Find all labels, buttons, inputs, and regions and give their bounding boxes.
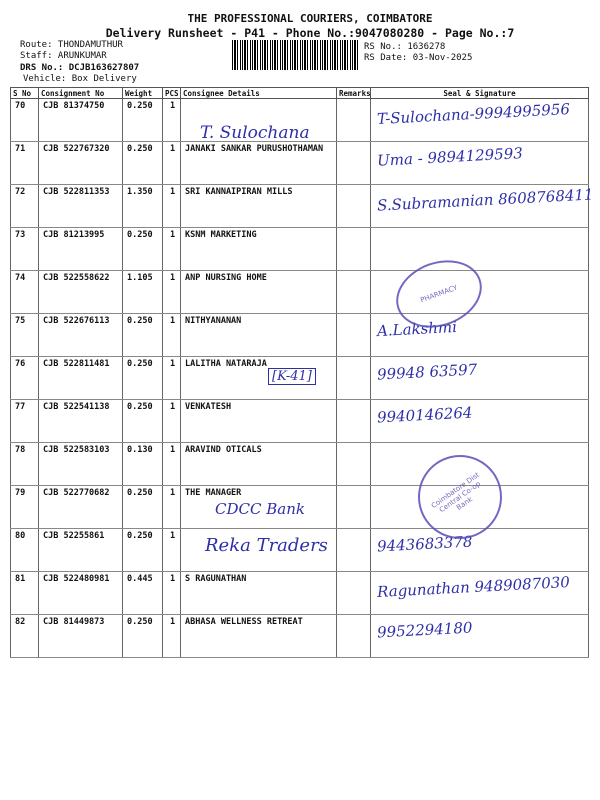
cell-pcs: 1	[163, 228, 181, 271]
handwritten-consignee-70: T. Sulochana	[200, 123, 310, 143]
cell-remarks	[337, 615, 371, 658]
cell-consignment: CJB 522811353	[39, 185, 123, 228]
cell-weight: 0.250	[123, 357, 163, 400]
table-row	[11, 615, 589, 658]
col-sno: S No	[11, 88, 39, 99]
handwritten-signature: A.Lakshmi	[376, 317, 458, 341]
cell-weight: 0.250	[123, 314, 163, 357]
vehicle-label: Vehicle: Box Delivery	[23, 74, 137, 84]
cell-signature	[371, 185, 594, 228]
handwritten-signature: 9443683378	[376, 532, 473, 556]
cell-remarks	[337, 400, 371, 443]
cell-signature	[371, 99, 589, 142]
cell-pcs: 1	[163, 99, 181, 142]
cell-consignment: CJB 522480981	[39, 572, 123, 615]
cell-consignment: CJB 522767320	[39, 142, 123, 185]
cell-pcs: 1	[163, 314, 181, 357]
handwritten-signature: 9952294180	[376, 618, 473, 642]
drs-label: DRS No.: DCJB163627807	[20, 63, 140, 73]
table-row	[11, 185, 589, 228]
cell-consignment: CJB 52255861	[39, 529, 123, 572]
handwritten-note-76: [K-41]	[268, 368, 316, 385]
cell-consignee: ARAVIND OTICALS	[181, 443, 337, 486]
cell-consignment: CJB 522676113	[39, 314, 123, 357]
table-row	[11, 572, 589, 615]
cell-weight: 0.250	[123, 400, 163, 443]
route-label: Route: THONDAMUTHUR	[20, 40, 123, 50]
cell-pcs: 1	[163, 615, 181, 658]
cell-signature	[371, 142, 589, 185]
cell-consignee: THE MANAGER	[181, 486, 337, 529]
cell-pcs: 1	[163, 443, 181, 486]
cell-weight: 0.250	[123, 142, 163, 185]
col-remarks: Remarks	[337, 88, 371, 99]
cell-weight: 1.350	[123, 185, 163, 228]
cell-sno: 77	[11, 400, 39, 443]
cell-sno: 82	[11, 615, 39, 658]
cell-consignee: S RAGUNATHAN	[181, 572, 337, 615]
cell-consignment: CJB 81374750	[39, 99, 123, 142]
cell-consignment: CJB 81213995	[39, 228, 123, 271]
cell-remarks	[337, 357, 371, 400]
cell-sno: 71	[11, 142, 39, 185]
handwritten-signature: 99948 63597	[376, 360, 478, 384]
pharmacy-stamp: PHARMACY	[387, 249, 492, 339]
col-weight: Weight	[123, 88, 163, 99]
cell-remarks	[337, 529, 371, 572]
cell-weight: 0.250	[123, 228, 163, 271]
cell-weight: 0.445	[123, 572, 163, 615]
table-header-row	[11, 88, 589, 99]
cell-remarks	[337, 314, 371, 357]
cell-pcs: 1	[163, 357, 181, 400]
cell-sno: 73	[11, 228, 39, 271]
cell-sno: 70	[11, 99, 39, 142]
cell-pcs: 1	[163, 271, 181, 314]
bank-stamp: Coimbatore Dist Central Co-op Bank	[402, 439, 519, 556]
cell-signature	[371, 357, 589, 400]
cell-consignee: JANAKI SANKAR PURUSHOTHAMAN	[181, 142, 337, 185]
col-consignee: Consignee Details	[181, 88, 337, 99]
handwritten-signature: S.Subramanian 8608768411	[376, 185, 594, 215]
cell-pcs: 1	[163, 185, 181, 228]
cell-remarks	[337, 271, 371, 314]
handwritten-consignee-80: Reka Traders	[205, 535, 328, 556]
cell-signature	[371, 400, 589, 443]
cell-pcs: 1	[163, 529, 181, 572]
table-row	[11, 314, 589, 357]
cell-weight: 1.105	[123, 271, 163, 314]
cell-consignee: SRI KANNAIPIRAN MILLS	[181, 185, 337, 228]
rs-number: RS No.: 1636278	[364, 42, 446, 52]
cell-remarks	[337, 443, 371, 486]
table-row	[11, 400, 589, 443]
cell-consignment: CJB 81449873	[39, 615, 123, 658]
cell-consignee: VENKATESH	[181, 400, 337, 443]
cell-remarks	[337, 185, 371, 228]
cell-signature	[371, 228, 589, 271]
cell-remarks	[337, 572, 371, 615]
staff-label: Staff: ARUNKUMAR	[20, 51, 107, 61]
cell-sno: 76	[11, 357, 39, 400]
cell-weight: 0.250	[123, 99, 163, 142]
cell-consignment: CJB 522558622	[39, 271, 123, 314]
cell-sno: 78	[11, 443, 39, 486]
table-row	[11, 443, 589, 486]
cell-sno: 81	[11, 572, 39, 615]
cell-signature	[371, 572, 589, 615]
handwritten-signature: T-Sulochana-9994995956	[376, 99, 571, 129]
cell-pcs: 1	[163, 142, 181, 185]
barcode-image	[232, 40, 360, 70]
cell-sno: 72	[11, 185, 39, 228]
cell-sno: 79	[11, 486, 39, 529]
cell-weight: 0.250	[123, 529, 163, 572]
handwritten-signature: Ragunathan 9489087030	[376, 572, 571, 602]
cell-consignee: ANP NURSING HOME	[181, 271, 337, 314]
cell-remarks	[337, 228, 371, 271]
col-consignment: Consignment No	[39, 88, 123, 99]
cell-consignee: LALITHA NATARAJA	[181, 357, 337, 400]
cell-consignee: NITHYANANAN	[181, 314, 337, 357]
cell-consignment: CJB 522811481	[39, 357, 123, 400]
rs-date: RS Date: 03-Nov-2025	[364, 53, 473, 63]
cell-weight: 0.250	[123, 615, 163, 658]
cell-remarks	[337, 99, 371, 142]
handwritten-note-79: CDCC Bank	[215, 500, 305, 518]
handwritten-signature: 9940146264	[376, 403, 473, 427]
cell-signature	[371, 615, 589, 658]
col-pcs: PCS	[163, 88, 181, 99]
cell-sno: 80	[11, 529, 39, 572]
cell-sno: 74	[11, 271, 39, 314]
company-title: THE PROFESSIONAL COURIERS, COIMBATORE	[187, 12, 433, 25]
col-seal: Seal & Signature	[371, 88, 589, 99]
cell-remarks	[337, 486, 371, 529]
table-row	[11, 271, 589, 314]
cell-weight: 0.250	[123, 486, 163, 529]
cell-consignee: ABHASA WELLNESS RETREAT	[181, 615, 337, 658]
cell-pcs: 1	[163, 486, 181, 529]
cell-consignee: KSNM MARKETING	[181, 228, 337, 271]
table-row	[11, 142, 589, 185]
runsheet-subtitle: Delivery Runsheet - P41 - Phone No.:9047080280 - Page No.:7	[105, 26, 515, 40]
cell-weight: 0.130	[123, 443, 163, 486]
handwritten-signature: Uma - 9894129593	[376, 144, 524, 170]
cell-signature	[371, 529, 589, 572]
cell-sno: 75	[11, 314, 39, 357]
cell-pcs: 1	[163, 572, 181, 615]
cell-signature	[371, 314, 589, 357]
cell-consignment: CJB 522583103	[39, 443, 123, 486]
cell-pcs: 1	[163, 400, 181, 443]
cell-remarks	[337, 142, 371, 185]
cell-consignment: CJB 522770682	[39, 486, 123, 529]
cell-consignment: CJB 522541138	[39, 400, 123, 443]
table-row	[11, 228, 589, 271]
